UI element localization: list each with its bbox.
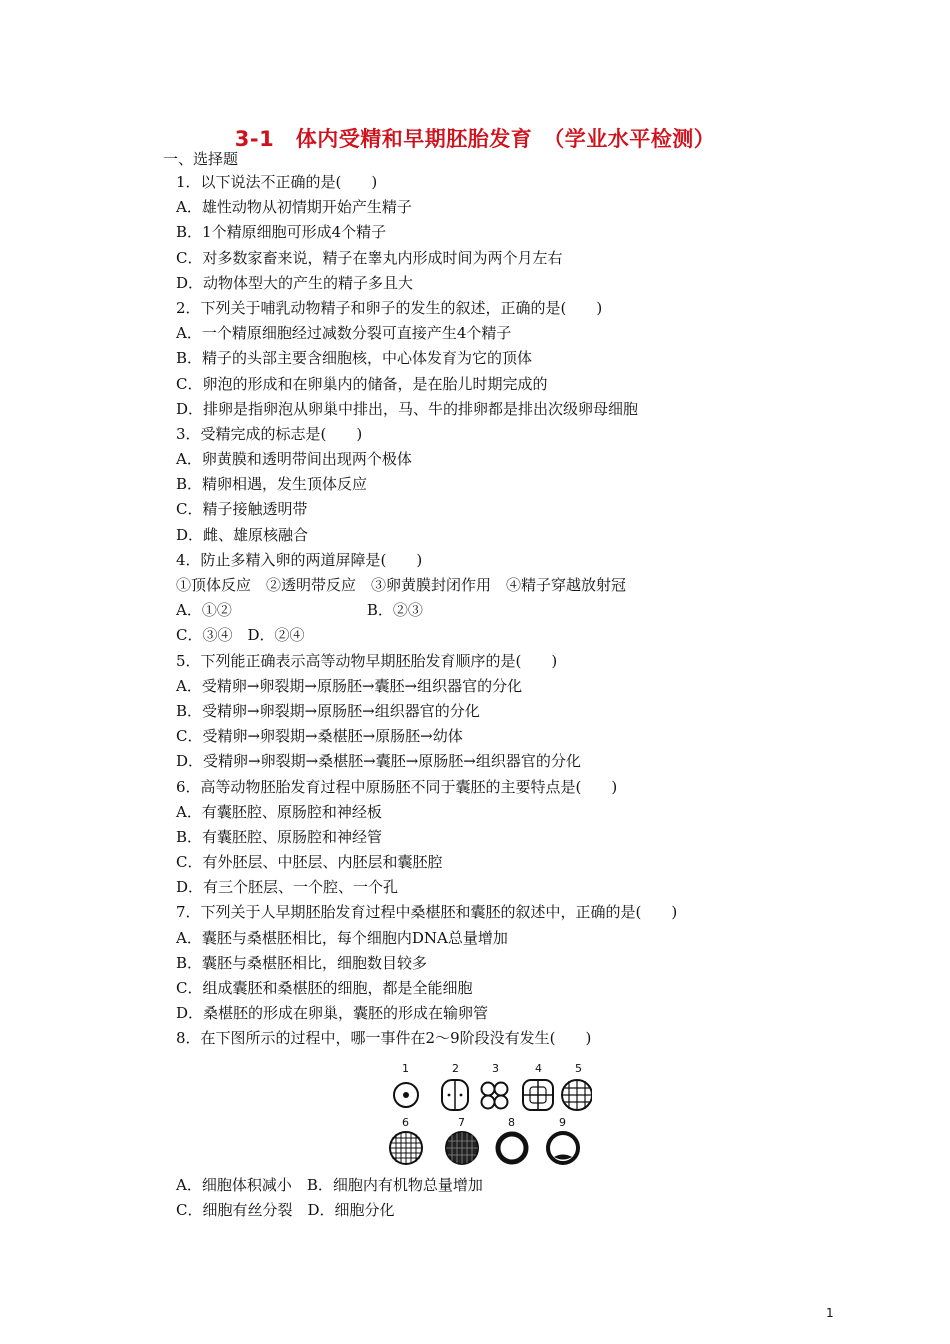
question-5-option-d: D．受精卵→卵裂期→桑椹胚→囊胚→原肠胚→组织器官的分化 [176,752,581,771]
question-6-option-d: D．有三个胚层、一个腔、一个孔 [176,878,399,897]
stage-4-eight-cell [523,1080,553,1110]
question-5-option-a: A．受精卵→卵裂期→原肠胚→囊胚→组织器官的分化 [176,676,523,695]
stage-label-7: 7 [458,1116,465,1129]
section-heading: 一、选择题 [163,150,239,168]
questions-block [176,170,876,1052]
question-7-option-c: C．组成囊胚和桑椹胚的细胞，都是全能细胞 [176,979,473,997]
question-4-option-cd: C．③④ D．②④ [176,626,305,645]
stage-3-four-cell [482,1083,508,1109]
stage-1-zygote [394,1083,418,1107]
question-6-option-a: A．有囊胚腔、原肠腔和神经板 [176,802,382,821]
question-3-option-b: B．精卵相遇，发生顶体反应 [176,475,368,494]
stage-label-1: 1 [402,1062,409,1075]
stage-5-sixteen-cell [562,1080,592,1110]
question-3-stem: 3．受精完成的标志是( ) [176,424,363,443]
stage-label-2: 2 [452,1062,459,1075]
question-2-option-c: C．卵泡的形成和在卵巢内的储备，是在胎儿时期完成的 [176,374,548,393]
question-4-stem: 4．防止多精入卵的两道屏障是( ) [176,550,423,569]
question-2-stem: 2．下列关于哺乳动物精子和卵子的发生的叙述，正确的是( ) [176,298,603,317]
question-1-stem: 1．以下说法不正确的是( ) [176,173,378,191]
question-1-option-a: A．雄性动物从初情期开始产生精子 [176,198,412,217]
question-5-option-b: B．受精卵→卵裂期→原肠胚→组织器官的分化 [176,701,480,720]
question-7-option-b: B．囊胚与桑椹胚相比，细胞数目较多 [176,953,428,972]
embryo-stages-figure [382,1062,592,1174]
question-8-stem: 8．在下图所示的过程中，哪一事件在2～9阶段没有发生( ) [176,1029,592,1048]
question-4-option-ab: A．①② B．②③ [176,601,423,620]
page-title: 3-1 体内受精和早期胚胎发育 （学业水平检测） [234,127,716,151]
question-7-stem: 7．下列关于人早期胚胎发育过程中桑椹胚和囊胚的叙述中，正确的是( ) [176,903,678,922]
page-number: 1 [826,1306,834,1320]
question-5-option-c: C．受精卵→卵裂期→桑椹胚→原肠胚→幼体 [176,727,463,746]
question-7-option-a: A．囊胚与桑椹胚相比，每个细胞内DNA总量增加 [176,928,508,947]
stage-label-6: 6 [402,1116,409,1129]
stage-label-9: 9 [559,1116,566,1129]
stage-9-blastocyst [548,1133,578,1163]
stage-label-3: 3 [492,1062,499,1075]
embryo-stages-drawing [382,1062,592,1174]
stage-6-morula [390,1132,422,1164]
stage-2-two-cell [442,1080,468,1110]
question-6-stem: 6．高等动物胚胎发育过程中原肠胚不同于囊胚的主要特点是( ) [176,777,618,796]
question-1-option-d: D．动物体型大的产生的精子多且大 [176,273,414,292]
question-8-options [176,1173,483,1223]
stage-label-8: 8 [508,1116,515,1129]
question-3-option-d: D．雌、雄原核融合 [176,525,309,544]
question-1-option-b: B．1个精原细胞可形成4个精子 [176,223,387,242]
question-4-items: ①顶体反应 ②透明带反应 ③卵黄膜封闭作用 ④精子穿越放射冠 [176,576,627,594]
question-8-option-ab: A．细胞体积减小 B．细胞内有机物总量增加 [176,1176,483,1194]
question-2-option-b: B．精子的头部主要含细胞核，中心体发育为它的顶体 [176,349,533,368]
question-8-option-cd: C．细胞有丝分裂 D．细胞分化 [176,1201,395,1220]
question-5-stem: 5．下列能正确表示高等动物早期胚胎发育顺序的是( ) [176,651,558,670]
stage-7-dense-morula [446,1132,478,1164]
stage-8-blastula [498,1134,526,1162]
stage-label-5: 5 [575,1062,582,1075]
question-6-option-b: B．有囊胚腔、原肠腔和神经管 [176,827,383,846]
question-2-option-d: D．排卵是指卵泡从卵巢中排出，马、牛的排卵都是排出次级卵母细胞 [176,399,639,418]
question-3-option-a: A．卵黄膜和透明带间出现两个极体 [176,450,412,469]
question-6-option-c: C．有外胚层、中胚层、内胚层和囊胚腔 [176,853,443,872]
question-1-option-c: C．对多数家畜来说，精子在睾丸内形成时间为两个月左右 [176,248,563,267]
question-2-option-a: A．一个精原细胞经过减数分裂可直接产生4个精子 [176,324,512,343]
stage-label-4: 4 [535,1062,542,1075]
question-7-option-d: D．桑椹胚的形成在卵巢，囊胚的形成在输卵管 [176,1004,489,1023]
question-3-option-c: C．精子接触透明带 [176,500,308,519]
